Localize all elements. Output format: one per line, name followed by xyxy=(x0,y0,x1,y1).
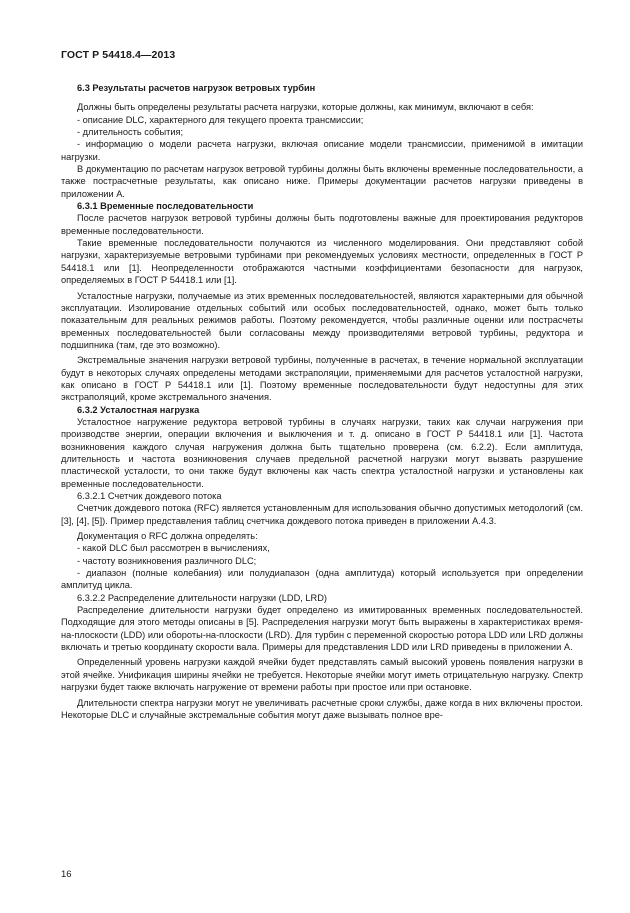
paragraph: Документация о RFC должна определять: xyxy=(77,531,258,542)
page-number: 16 xyxy=(61,869,72,880)
list-item: - диапазон (полные колебания) или полудиапазон (одна амплитуда) который используется при определении амплитуд цикла. xyxy=(61,568,583,591)
paragraph: Такие временные последовательности получаются из численного моделирования. Они представляют собой нагрузки, характеризуемые ветровыми турбинами при рекомендуемых условиях местности, определенных в ГОСТ Р 54418.1 или [1]. Неопределенности отображаются частными коэффициентами безопасности для нагрузок, определяемых в ГОСТ Р 54418.1 или [1]. xyxy=(61,238,583,286)
paragraph: Должны быть определены результаты расчета нагрузки, которые должны, как минимум, включают в себя: xyxy=(77,102,534,113)
subsection-6-3-2-1-title: 6.3.2.1 Счетчик дождевого потока xyxy=(77,491,222,501)
list-item: - частоту возникновения различного DLC; xyxy=(77,555,257,566)
paragraph: Экстремальные значения нагрузки ветровой турбины, полученные в расчетах, в течение нормальной эксплуатации будут в некоторых случаях определены методами экстраполяции, применяемыми для расчетов усталостной нагрузки, как описано в ГОСТ Р 54418.1 или [1]. Поэтому временные последовательности будут недоступны для этих экстраполяций, кроме экстремального значения. xyxy=(61,355,583,403)
paragraph: Распределение длительности нагрузки будет определено из имитированных временных последовательностей. Подходящие для этого методы описаны в [5]. Распределения нагрузки могут быть выражены в характеристиках время-на-плоскости (LDD) или обороты-на-плоскости (LRD). Для турбин с переменной скоростью ротора LDD или LRD должны включать и третью координату скорости вала. Примеры для представления LDD или LRD приведены в приложении А. xyxy=(61,605,583,653)
paragraph: В документацию по расчетам нагрузок ветровой турбины должны быть включены временные последовательности, а также пострасчетные результаты, как описано ниже. Примеры документации расчетов нагрузки приведены в приложении А. xyxy=(61,164,583,199)
list-item: - какой DLC был рассмотрен в вычислениях, xyxy=(77,543,270,554)
document-body xyxy=(61,82,583,721)
subsection-6-3-2-2-title: 6.3.2.2 Распределение длительности нагрузки (LDD, LRD) xyxy=(77,592,327,603)
paragraph: Усталостные нагрузки, получаемые из этих временных последовательностей, являются характерными для обычной эксплуатации. Изолирование отдельных событий или особых последовательностей, однако, может быть только показательным для реальных режимов работы. Поэтому рекомендуется, чтобы различные оценки или пострасчеты временных последовательностей были согласованы между производителями ветровой турбины, редуктора и подшипника (там, где это возможно). xyxy=(61,290,583,350)
paragraph: Длительности спектра нагрузки могут не увеличивать расчетные сроки службы, даже когда в них включены простои. Некоторые DLC и случайные экстремальные события могут даже вызывать полное вре- xyxy=(61,697,583,720)
paragraph: Усталостное нагружение редуктора ветровой турбины в случаях нагрузки, таких как случаи нагружения при производстве энергии, операции включения и выключения и т. д. описано в ГОСТ Р 54418.1 или [1]. Частота возникновения каждого случая нагружения должна быть тщательно проверена (см. 6.2.2). Если амплитуда, длительность и частота возникновения случаев предельной расчетной нагрузки могут вызвать разрушение пластической усталости, то они также будут включены как часть спектра усталостной нагрузки и установлены как временные последовательности. xyxy=(61,416,583,489)
paragraph: Определенный уровень нагрузки каждой ячейки будет представлять самый высокий уровень появления нагрузки в этой ячейке. Унификация ширины ячейки не требуется. Некоторые ячейки могут иметь отрицательную нагрузку. Спектр нагрузки будет также включать нагружение от времени работы при простое или при остановке. xyxy=(61,657,583,693)
standard-header: ГОСТ Р 54418.4—2013 xyxy=(61,49,176,61)
paragraph: После расчетов нагрузок ветровой турбины должны быть подготовлены важные для проектирования редукторов временные последовательности. xyxy=(61,213,583,236)
section-6-3-heading: 6.3 Результаты расчетов нагрузок ветровых турбин xyxy=(77,83,316,93)
list-item: - длительность события; xyxy=(77,127,184,138)
section-6-3-1-heading: 6.3.1 Временные последовательности xyxy=(77,201,254,212)
paragraph: Счетчик дождевого потока (RFC) является установленным для использования обычно допустимых методологий (см. [3], [4], [5]). Пример представления таблиц счетчика дождевого потока приведен в приложении А.4.3. xyxy=(61,503,583,526)
list-item: - описание DLC, характерного для текущего проекта трансмиссии; xyxy=(77,114,364,125)
section-6-3-2-heading: 6.3.2 Усталостная нагрузка xyxy=(77,404,200,415)
list-item: - информацию о модели расчета нагрузки, включая описание модели трансмиссии, применимой в имитации нагрузки. xyxy=(61,139,583,162)
